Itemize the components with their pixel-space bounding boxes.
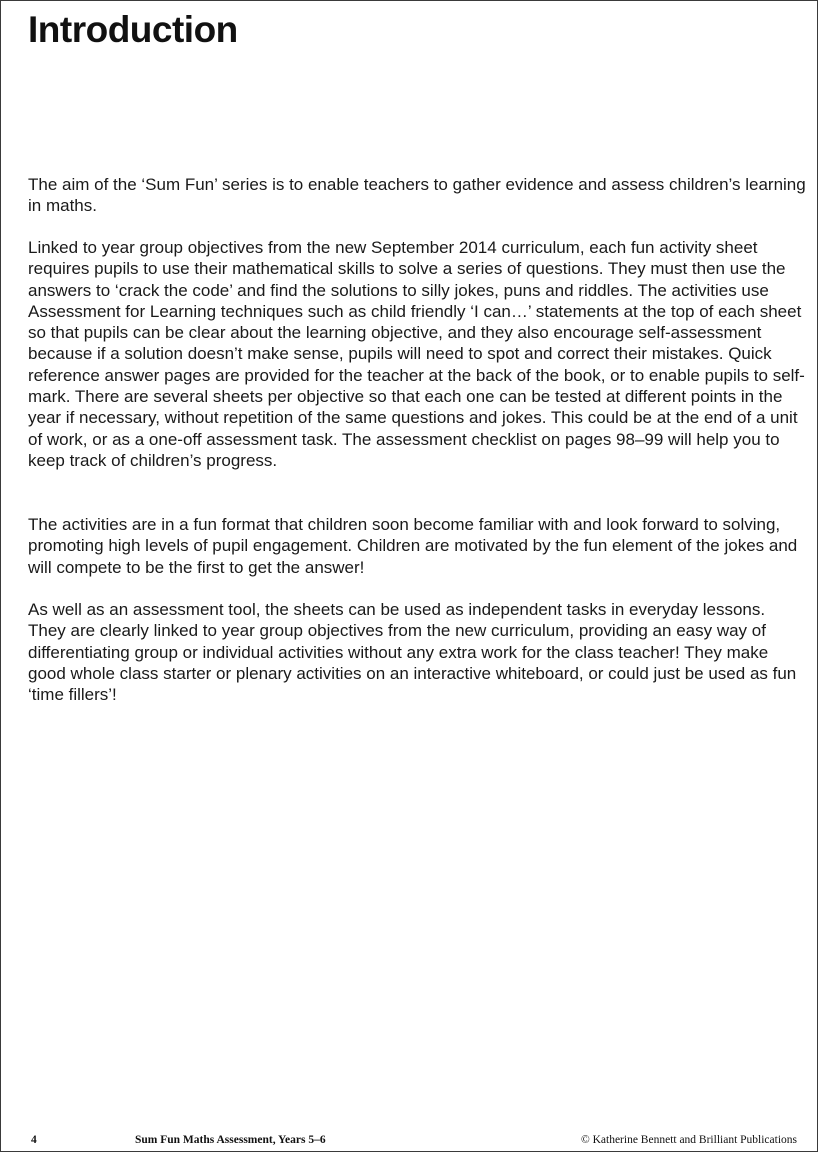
book-title: Sum Fun Maths Assessment, Years 5–6 (135, 1134, 326, 1146)
paragraph-objectives: Linked to year group objectives from the new September 2014 curriculum, each fun activity sheet requires pupils to use their mathematical skills to solve a series of questions. They must then use the answers to ‘crack the code’ and find the solutions to silly jokes, puns and riddles. The activities use Assessment for Learning techniques such as child friendly ‘I can…’ statements at the top of each sheet so that pupils can be clear about the learning objective, and they also encourage self-assessment because if a solution doesn’t make sense, pupils will need to spot and correct their mistakes. Quick reference answer pages are provided for the teacher at the back of the book, or to enable pupils to self-mark. There are several sheets per objective so that each one can be tested at different points in the year if necessary, without repetition of the same questions and jokes. This could be at the end of a unit of work, or as a one-off assessment task. The assessment checklist on pages 98–99 will help you to keep track of children’s progress. (28, 238, 805, 470)
paragraph-usage: As well as an assessment tool, the sheets can be used as independent tasks in everyday lessons. They are clearly linked to year group objectives from the new curriculum, providing an easy way of differentiating group or individual activities without any extra work for the class teacher! They make good whole class starter or plenary activities on an interactive whiteboard, or could just be used as fun ‘time fillers’! (28, 600, 797, 705)
page-footer (31, 1134, 797, 1150)
paragraph-format: The activities are in a fun format that children soon become familiar with and look forward to solving, promoting high levels of pupil engagement. Children are motivated by the fun element of the jokes and will compete to be the first to get the answer! (28, 515, 798, 577)
page-number: 4 (31, 1134, 37, 1146)
paragraph-aim: The aim of the ‘Sum Fun’ series is to enable teachers to gather evidence and assess children’s learning in maths. (28, 175, 806, 216)
copyright-notice: © Katherine Bennett and Brilliant Publications (580, 1134, 797, 1146)
page-title: Introduction (28, 9, 238, 50)
